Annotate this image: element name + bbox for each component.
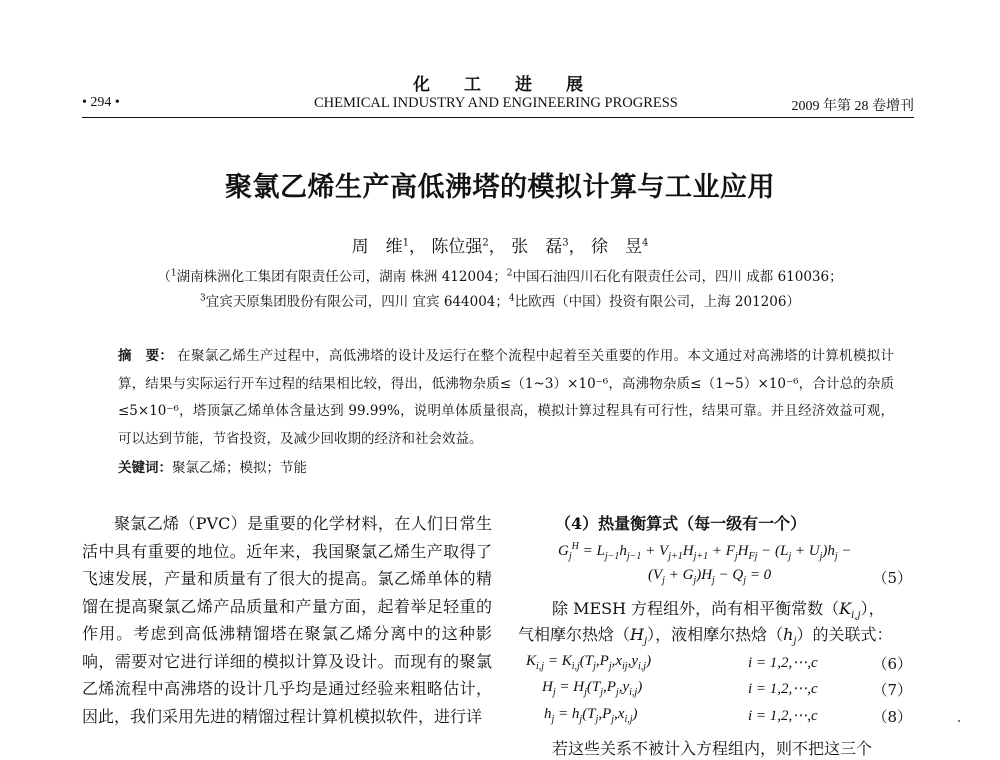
equation-7: $H_j = H_j(T_j,P_j,y_{i,j})$ — [542, 679, 643, 698]
running-header — [82, 95, 914, 117]
header-rule — [82, 117, 914, 118]
body-column-left — [82, 510, 492, 730]
paragraph-mesh-line-2: 气相摩尔热焓$(H_j)$，液相摩尔热焓$(h_j)$的关联式： — [518, 625, 893, 648]
affil-mark: 3 — [200, 293, 206, 304]
abstract-text: 在聚氯乙烯生产过程中，高低沸塔的设计及运行在整个流程中起着至关重要的作用。本文通过对高沸塔的计算机模拟计算，结果与实际运行开车过程的结果相比较，得出，低沸物杂质≤（1~3）×10⁻⁶，高沸物杂质≤（1~5）×10⁻⁶，合计总的杂质≤5×10⁻⁶，塔顶氯乙烯单体含量达到 99.99%，说明单体质量很高，模拟计算过程具有可行性，结果可靠。并且经济效益可观，可以达到节能，节省投资，及减少回收期的经济和社会效益。 — [118, 348, 895, 447]
equation-8: $h_j = h_j(T_j,P_j,x_{i,j})$ — [544, 706, 638, 725]
abstract — [118, 343, 894, 453]
section-heading: （4）热量衡算式（每一级有一个） — [555, 514, 807, 533]
author-name: 陈位强 — [431, 237, 483, 257]
author-name: 张 磊 — [511, 237, 563, 257]
affiliation-2: 中国石油四川石化有限责任公司，四川 成都 610036； — [512, 269, 843, 285]
affil-mark: 2 — [506, 268, 513, 279]
equation-8-range: i = 1,2,⋯,c — [748, 708, 818, 724]
affiliation-1: 湖南株洲化工集团有限责任公司，湖南 株洲 412004； — [176, 269, 507, 285]
affil-mark: 4 — [508, 293, 515, 304]
affiliations-line-2 — [0, 290, 1000, 310]
paragraph-mesh-line-1: 除 MESH 方程组外，尚有相平衡常数$(K_{i,j})$， — [552, 599, 885, 622]
affil-open-paren: （ — [157, 269, 171, 285]
author-affil-mark: 4 — [641, 237, 649, 249]
article-title: 聚氯乙烯生产高低沸塔的模拟计算与工业应用 — [225, 172, 775, 203]
affiliation-4: 比欧西（中国）投资有限公司，上海 201206） — [514, 294, 800, 310]
scan-speck — [958, 720, 960, 722]
equation-7-range: i = 1,2,⋯,c — [748, 681, 818, 697]
author-list — [0, 232, 1000, 257]
journal-name-english: CHEMICAL INDUSTRY AND ENGINEERING PROGRESS — [314, 95, 678, 111]
equation-5-line-1: $G_j^H = L_{j-1}h_{j-1} + V_{j+1}H_{j+1} + F_jH_{Fj} - (L_j + U_j)h_j$ − — [558, 541, 852, 562]
affiliations-line-1 — [0, 265, 1000, 285]
journal-name-chinese: 化工进展 — [413, 75, 617, 95]
issue-info: 2009 年第 28 卷增刊 — [791, 99, 914, 114]
equation-6: $K_{i,j} = K_{i,j}(T_j,P_j,x_{ij},y_{i,j})$ — [526, 653, 652, 672]
equation-5-line-2: $(V_j + G_j)H_j - Q_j = 0$ — [648, 567, 772, 586]
author-affil-mark: 2 — [482, 237, 489, 249]
author-separator: ， — [409, 237, 427, 257]
author-separator: ， — [488, 237, 506, 257]
intro-paragraph: 聚氯乙烯（PVC）是重要的化学材料，在人们日常生活中具有重要的地位。近年来，我国聚氯乙烯生产取得了飞速发展，产量和质量有了很大的提高。氯乙烯单体的精馏在提高聚氯乙烯产品质量和产量方面，起着举足轻重的作用。考虑到高低沸精馏塔在聚氯乙烯分离中的这种影响，需要对它进行详细的模拟计算及设计。而现有的聚氯乙烯流程中高沸塔的设计几乎均是通过经验来粗略估计，因此，我们采用先进的精馏过程计算机模拟软件，进行详 — [82, 514, 492, 726]
affiliation-3: 宜宾天原集团股份有限公司，四川 宜宾 644004； — [205, 294, 509, 310]
abstract-label: 摘 要： — [118, 348, 174, 364]
page-number: • 294 • — [82, 95, 120, 110]
author-affil-mark: 1 — [402, 237, 410, 249]
author-separator: ， — [568, 237, 586, 257]
keywords-label: 关键词： — [118, 460, 172, 476]
keywords-text: 聚氯乙烯；模拟；节能 — [172, 460, 307, 476]
equation-number-5: （5） — [872, 569, 912, 587]
author-affil-mark: 3 — [562, 237, 569, 249]
equation-number-8: （8） — [872, 708, 912, 726]
paragraph-continuation: 若这些关系不被计入方程组内，则不把这三个 — [552, 739, 873, 758]
author-name: 周 维 — [351, 237, 403, 257]
affil-mark: 1 — [170, 268, 177, 279]
keywords — [118, 456, 894, 476]
equation-number-6: （6） — [872, 655, 912, 673]
equation-6-range: i = 1,2,⋯,c — [748, 655, 818, 671]
equation-number-7: （7） — [872, 681, 912, 699]
author-name: 徐 昱 — [590, 237, 642, 257]
